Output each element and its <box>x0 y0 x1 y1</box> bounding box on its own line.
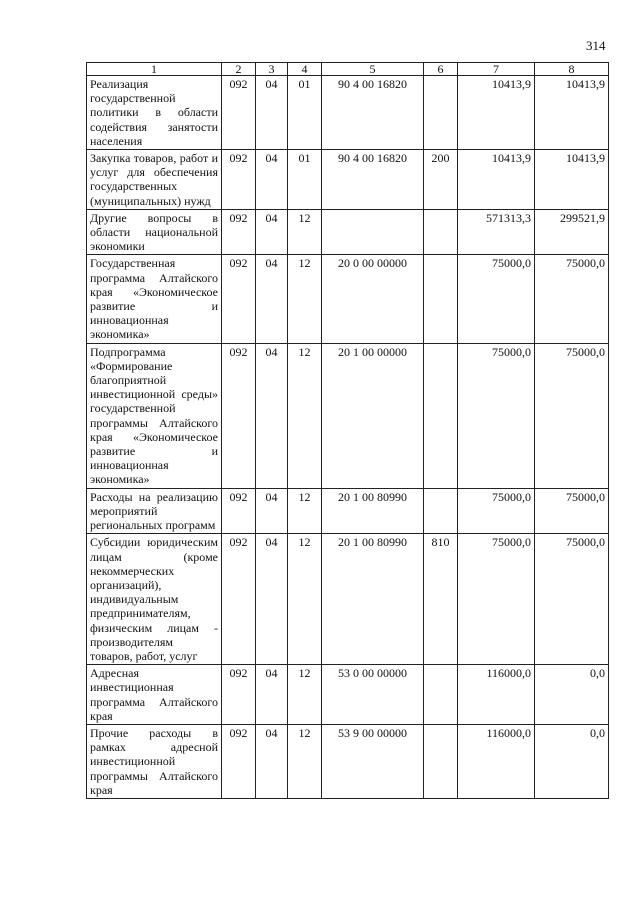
table-row <box>87 724 609 798</box>
cell-rz: 04 <box>256 724 288 798</box>
cell-sum-1: 10413,9 <box>458 150 535 210</box>
cell-ved: 092 <box>222 665 256 725</box>
cell-sum-2: 75000,0 <box>535 255 609 343</box>
cell-csr: 90 4 00 16820 <box>322 76 424 150</box>
cell-sum-2: 0,0 <box>535 665 609 725</box>
header-cell: 3 <box>256 63 288 76</box>
budget-table <box>86 62 609 799</box>
table-row <box>87 209 609 255</box>
cell-pr: 12 <box>288 534 322 665</box>
cell-ved: 092 <box>222 255 256 343</box>
cell-pr: 12 <box>288 255 322 343</box>
cell-rz: 04 <box>256 255 288 343</box>
cell-csr: 53 0 00 00000 <box>322 665 424 725</box>
cell-pr: 12 <box>288 488 322 534</box>
cell-vr <box>424 76 458 150</box>
cell-sum-1: 75000,0 <box>458 255 535 343</box>
cell-ved: 092 <box>222 724 256 798</box>
cell-vr <box>424 488 458 534</box>
cell-vr <box>424 724 458 798</box>
cell-pr: 12 <box>288 665 322 725</box>
header-cell: 2 <box>222 63 256 76</box>
cell-name: Расходы на реализацию мероприятий региональных программ <box>87 488 222 534</box>
cell-vr <box>424 209 458 255</box>
cell-vr <box>424 255 458 343</box>
cell-csr: 90 4 00 16820 <box>322 150 424 210</box>
header-row <box>87 63 609 76</box>
header-cell: 4 <box>288 63 322 76</box>
cell-ved: 092 <box>222 343 256 488</box>
cell-rz: 04 <box>256 534 288 665</box>
cell-sum-2: 75000,0 <box>535 343 609 488</box>
cell-name: Реализация государственной политики в области содействия занятости населения <box>87 76 222 150</box>
cell-sum-1: 75000,0 <box>458 343 535 488</box>
cell-name: Субсидии юридическим лицам (кроме некоммерческих организаций), индивидуальным предпринимателям, физическим лицам - производителям товаров, работ, услуг <box>87 534 222 665</box>
cell-vr <box>424 665 458 725</box>
header-cell: 5 <box>322 63 424 76</box>
cell-vr: 200 <box>424 150 458 210</box>
cell-sum-1: 75000,0 <box>458 488 535 534</box>
header-cell: 8 <box>535 63 609 76</box>
cell-sum-2: 10413,9 <box>535 150 609 210</box>
cell-csr <box>322 209 424 255</box>
cell-ved: 092 <box>222 76 256 150</box>
table-row <box>87 343 609 488</box>
cell-sum-2: 299521,9 <box>535 209 609 255</box>
table-row <box>87 534 609 665</box>
cell-ved: 092 <box>222 150 256 210</box>
cell-name: Государственная программа Алтайского края «Экономическое развитие и инновационная экономика» <box>87 255 222 343</box>
cell-pr: 01 <box>288 150 322 210</box>
cell-sum-1: 116000,0 <box>458 724 535 798</box>
cell-pr: 12 <box>288 343 322 488</box>
cell-csr: 20 1 00 80990 <box>322 534 424 665</box>
cell-pr: 12 <box>288 209 322 255</box>
page-number: 314 <box>586 38 606 53</box>
cell-sum-2: 0,0 <box>535 724 609 798</box>
cell-csr: 20 0 00 00000 <box>322 255 424 343</box>
table-row <box>87 150 609 210</box>
cell-csr: 53 9 00 00000 <box>322 724 424 798</box>
cell-name: Прочие расходы в рамках адресной инвестиционной программы Алтайского края <box>87 724 222 798</box>
cell-ved: 092 <box>222 488 256 534</box>
cell-rz: 04 <box>256 209 288 255</box>
cell-name: Подпрограмма «Формирование благоприятной инвестиционной среды» государственной программы Алтайского края «Экономическое развитие и инновационная экономика» <box>87 343 222 488</box>
cell-sum-1: 10413,9 <box>458 76 535 150</box>
cell-sum-1: 116000,0 <box>458 665 535 725</box>
cell-rz: 04 <box>256 150 288 210</box>
header-cell: 1 <box>87 63 222 76</box>
table-row <box>87 76 609 150</box>
table-row <box>87 488 609 534</box>
cell-pr: 12 <box>288 724 322 798</box>
cell-vr <box>424 343 458 488</box>
cell-csr: 20 1 00 80990 <box>322 488 424 534</box>
cell-name: Закупка товаров, работ и услуг для обеспечения государственных (муниципальных) нужд <box>87 150 222 210</box>
cell-ved: 092 <box>222 209 256 255</box>
cell-rz: 04 <box>256 76 288 150</box>
cell-sum-1: 75000,0 <box>458 534 535 665</box>
cell-csr: 20 1 00 00000 <box>322 343 424 488</box>
header-cell: 7 <box>458 63 535 76</box>
cell-pr: 01 <box>288 76 322 150</box>
cell-rz: 04 <box>256 343 288 488</box>
cell-name: Другие вопросы в области национальной экономики <box>87 209 222 255</box>
cell-ved: 092 <box>222 534 256 665</box>
header-cell: 6 <box>424 63 458 76</box>
cell-rz: 04 <box>256 488 288 534</box>
table-row <box>87 665 609 725</box>
cell-name: Адресная инвестиционная программа Алтайского края <box>87 665 222 725</box>
cell-rz: 04 <box>256 665 288 725</box>
cell-sum-2: 10413,9 <box>535 76 609 150</box>
cell-vr: 810 <box>424 534 458 665</box>
cell-sum-2: 75000,0 <box>535 534 609 665</box>
cell-sum-1: 571313,3 <box>458 209 535 255</box>
table-row <box>87 255 609 343</box>
cell-sum-2: 75000,0 <box>535 488 609 534</box>
